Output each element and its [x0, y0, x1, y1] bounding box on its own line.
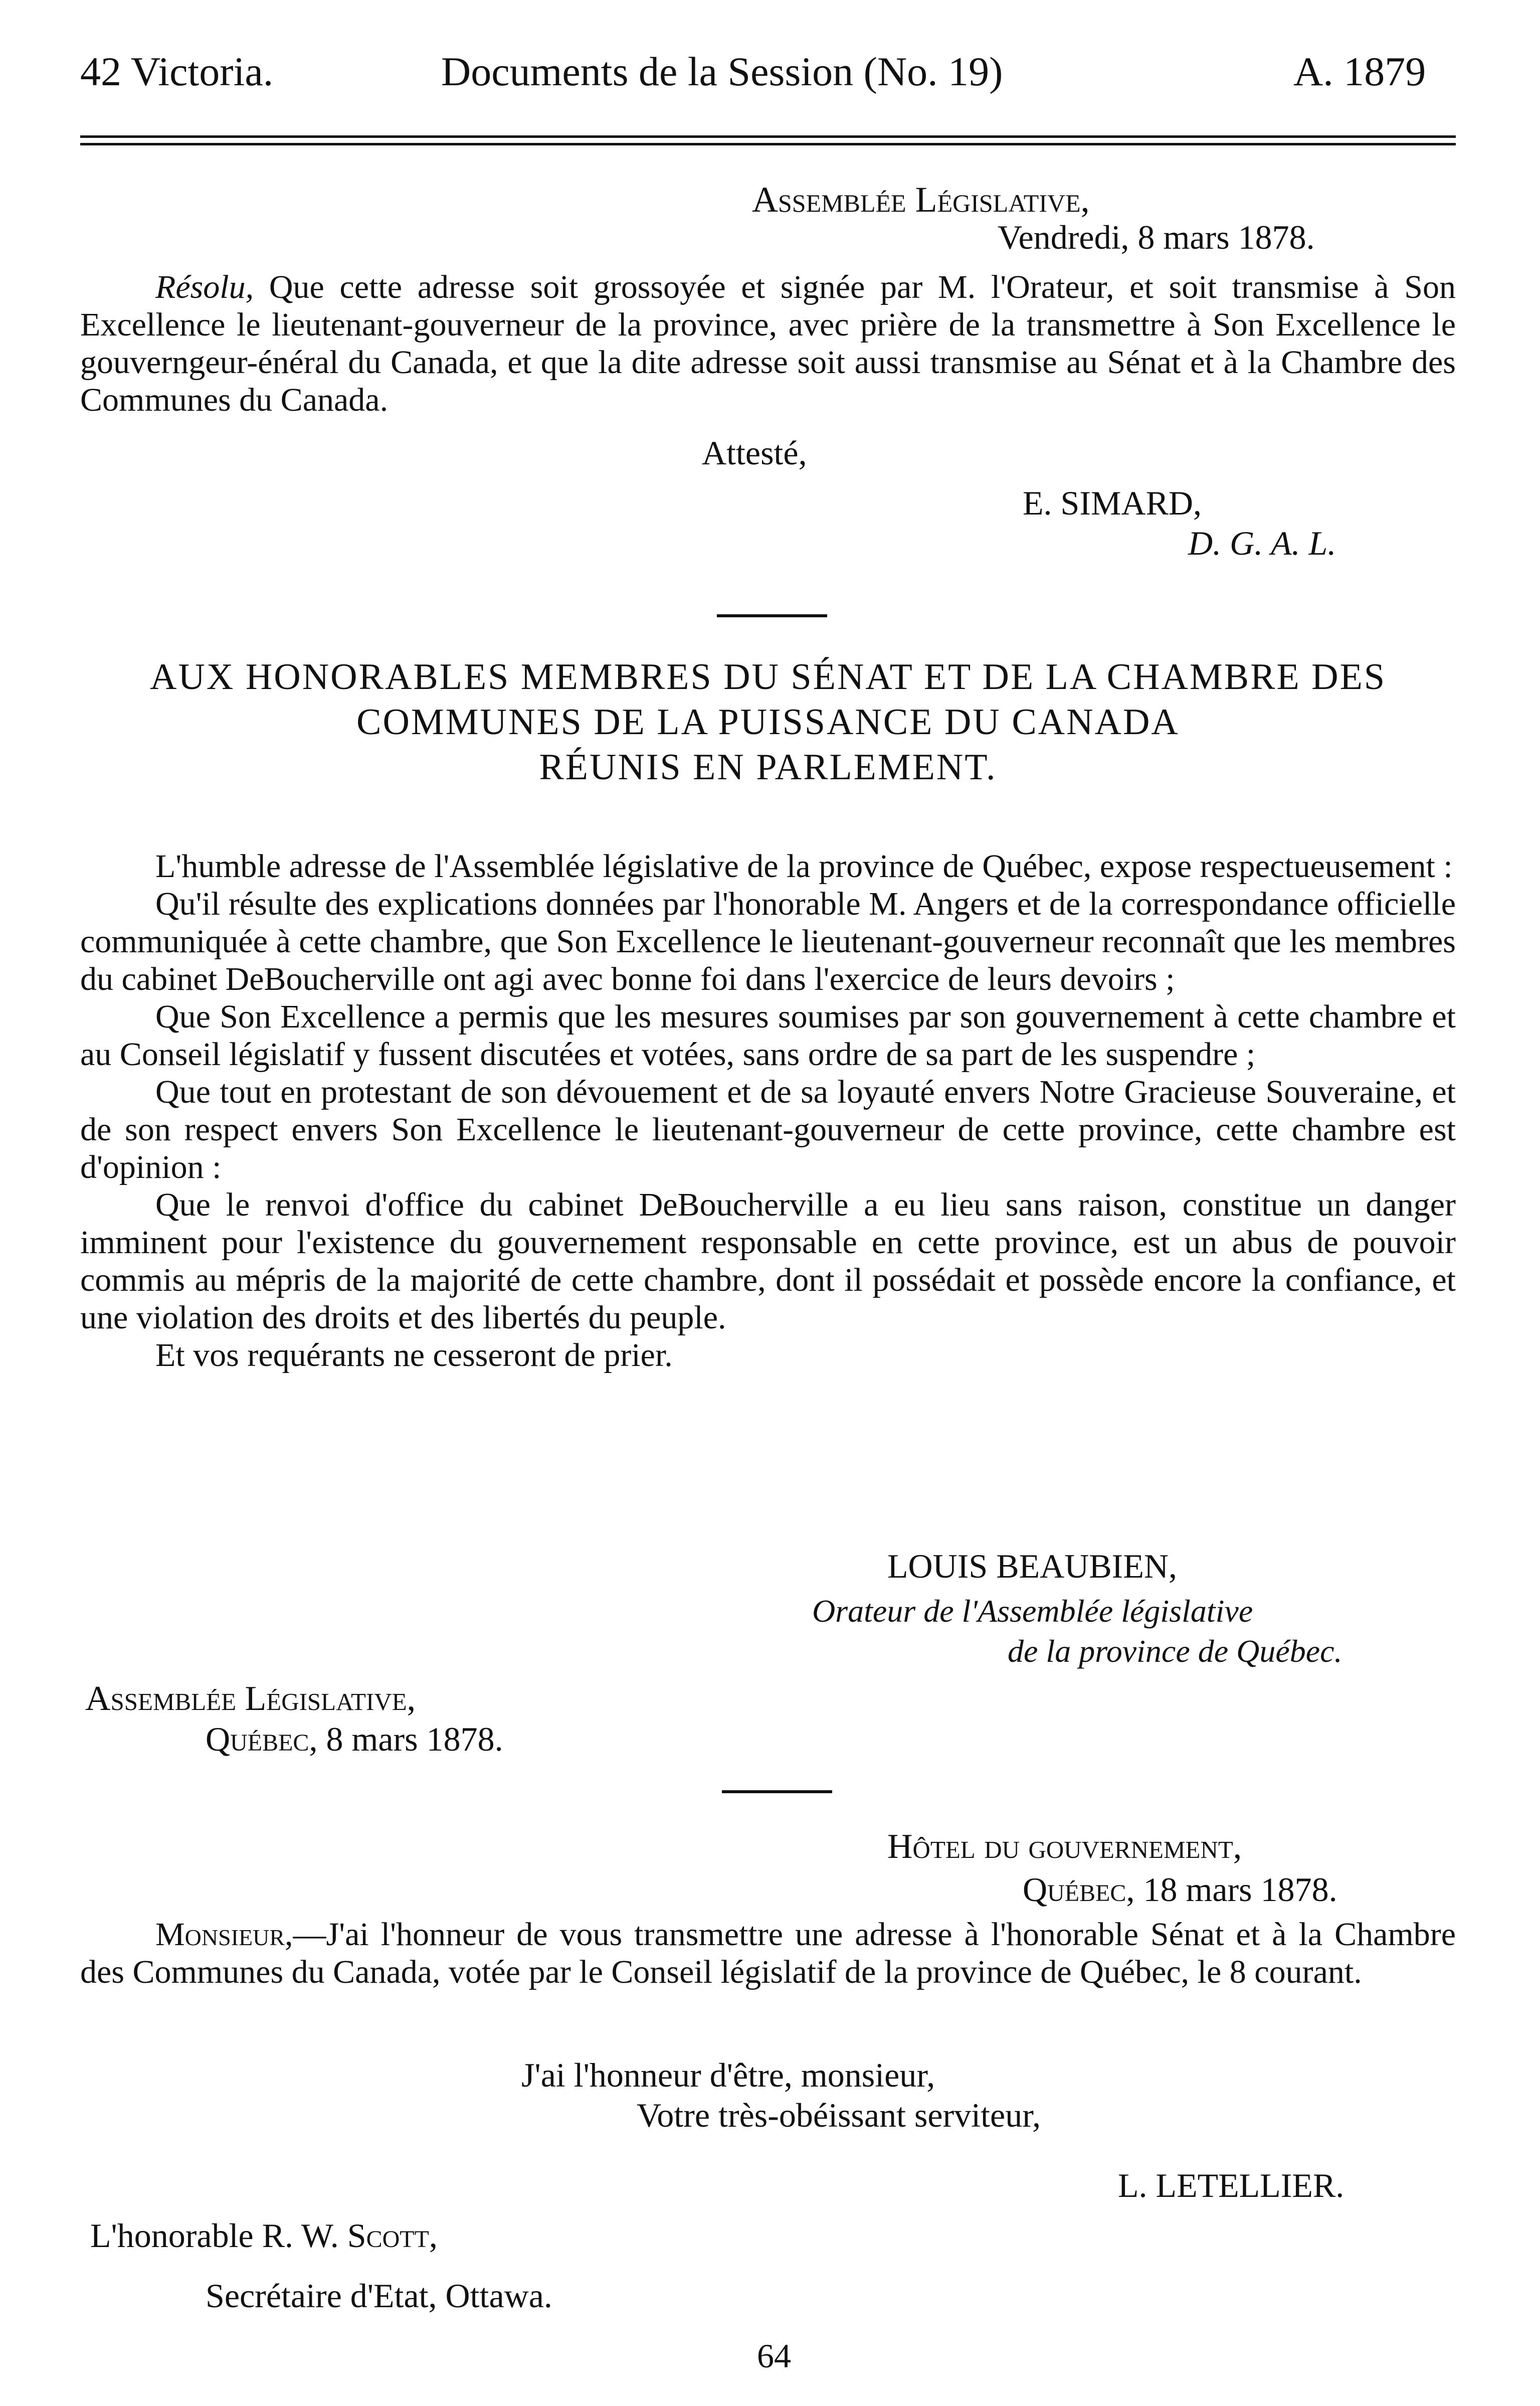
running-head-left: 42 Victoria. — [80, 49, 274, 94]
running-head-right: A. 1879 — [1293, 49, 1426, 94]
first-doc-place: Assemblée Législative, — [752, 180, 1090, 220]
letter-signer: L. LETELLIER. — [1118, 2166, 1344, 2204]
address-heading-line-2: COMMUNES DE LA PUISSANCE DU CANADA — [356, 702, 1180, 743]
first-doc-signer-title: D. G. A. L. — [1188, 524, 1336, 562]
address-heading-line-3: RÉUNIS EN PARLEMENT. — [539, 747, 997, 788]
letter-place-date: 18 mars 1878. — [1134, 1870, 1337, 1909]
address-paragraph: Que Son Excellence a permis que les mesures soumises par son gouvernement à cette chambre et au Conseil législatif y fussent discutées et votées, sans ordre de sa part de les suspendre ; — [80, 998, 1456, 1073]
letter-addressee-1 — [90, 2216, 438, 2255]
address-place-date: 8 mars 1878. — [317, 1720, 503, 1758]
running-head-center: Documents de la Session (No. 19) — [441, 49, 1003, 94]
address-body — [80, 847, 1456, 1374]
address-heading — [80, 654, 1456, 790]
letter-place-1: Hôtel du gouvernement, — [887, 1827, 1242, 1866]
addressee-name: Scott, — [347, 2216, 438, 2255]
section-separator-2 — [722, 1790, 832, 1793]
address-place-city: Québec, — [206, 1720, 318, 1758]
first-doc-signer: E. SIMARD, — [1023, 484, 1202, 522]
addressee-prefix: L'honorable R. W. — [90, 2216, 347, 2255]
address-signer-title-1: Orateur de l'Assemblée législative — [812, 1593, 1253, 1629]
header-rule-top — [80, 135, 1456, 138]
address-heading-line-1: AUX HONORABLES MEMBRES DU SÉNAT ET DE LA CHAMBRE DES — [150, 656, 1386, 698]
letter-salutation: Monsieur, — [155, 1916, 293, 1953]
page-number: 64 — [757, 2337, 791, 2375]
letter-closing-2: Votre très-obéissant serviteur, — [637, 2096, 1041, 2134]
address-paragraph: Et vos requérants ne cesseront de prier. — [155, 1337, 673, 1373]
address-paragraph: Que tout en protestant de son dévouement et de sa loyauté envers Notre Gracieuse Souveraine, et de son respect envers Son Excellence le lieutenant-gouverneur de cette province, cette chambre est d'opinion : — [80, 1074, 1456, 1185]
first-doc-resolution — [80, 268, 1456, 419]
address-place-2 — [206, 1720, 503, 1758]
letter-place-2 — [1023, 1870, 1337, 1909]
header-rule-bottom — [80, 143, 1456, 145]
address-place-1: Assemblée Législative, — [85, 1679, 416, 1718]
address-paragraph: Qu'il résulte des explications données par l'honorable M. Angers et de la correspondance officielle communiquée à cette chambre, que Son Excellence le lieutenant-gouverneur reconnaît que les membres du cabinet DeBoucherville ont agi avec bonne foi dans l'exercice de leurs devoirs ; — [80, 886, 1456, 997]
attest-label: Attesté, — [702, 434, 807, 472]
letter-place-city: Québec, — [1023, 1870, 1135, 1909]
section-separator-1 — [717, 614, 827, 617]
letter-body-text: —J'ai l'honneur de vous transmettre une adresse à l'honorable Sénat et à la Chambre des Communes du Canada, votée par le Conseil législatif de la province de Québec, le 8 courant. — [80, 1916, 1456, 1990]
resolu-text: Que cette adresse soit grossoyée et signée par M. l'Orateur, et soit transmise à Son Excellence le lieutenant-gouverneur de la province, avec prière de la transmettre à Son Excellence le gouverngeur-énéral du Canada, et que la dite adresse soit aussi transmise au Sénat et à la Chambre des Communes du Canada. — [80, 269, 1456, 418]
address-signer: LOUIS BEAUBIEN, — [887, 1547, 1177, 1585]
letter-addressee-2: Secrétaire d'Etat, Ottawa. — [206, 2277, 552, 2315]
letter-body — [80, 1916, 1456, 1991]
address-paragraph: Que le renvoi d'office du cabinet DeBoucherville a eu lieu sans raison, constitue un danger imminent pour l'existence du gouvernement responsable en cette province, est un abus de pouvoir commis au mépris de la majorité de cette chambre, dont il possédait et possède encore la confiance, et une violation des droits et des libertés du peuple. — [80, 1186, 1456, 1336]
resolu-label: Résolu, — [155, 269, 254, 305]
address-paragraph: L'humble adresse de l'Assemblée législative de la province de Québec, expose respectueusement : — [155, 848, 1453, 885]
first-doc-date: Vendredi, 8 mars 1878. — [998, 218, 1315, 256]
address-signer-title-2: de la province de Québec. — [1008, 1633, 1342, 1669]
letter-closing-1: J'ai l'honneur d'être, monsieur, — [521, 2056, 935, 2094]
